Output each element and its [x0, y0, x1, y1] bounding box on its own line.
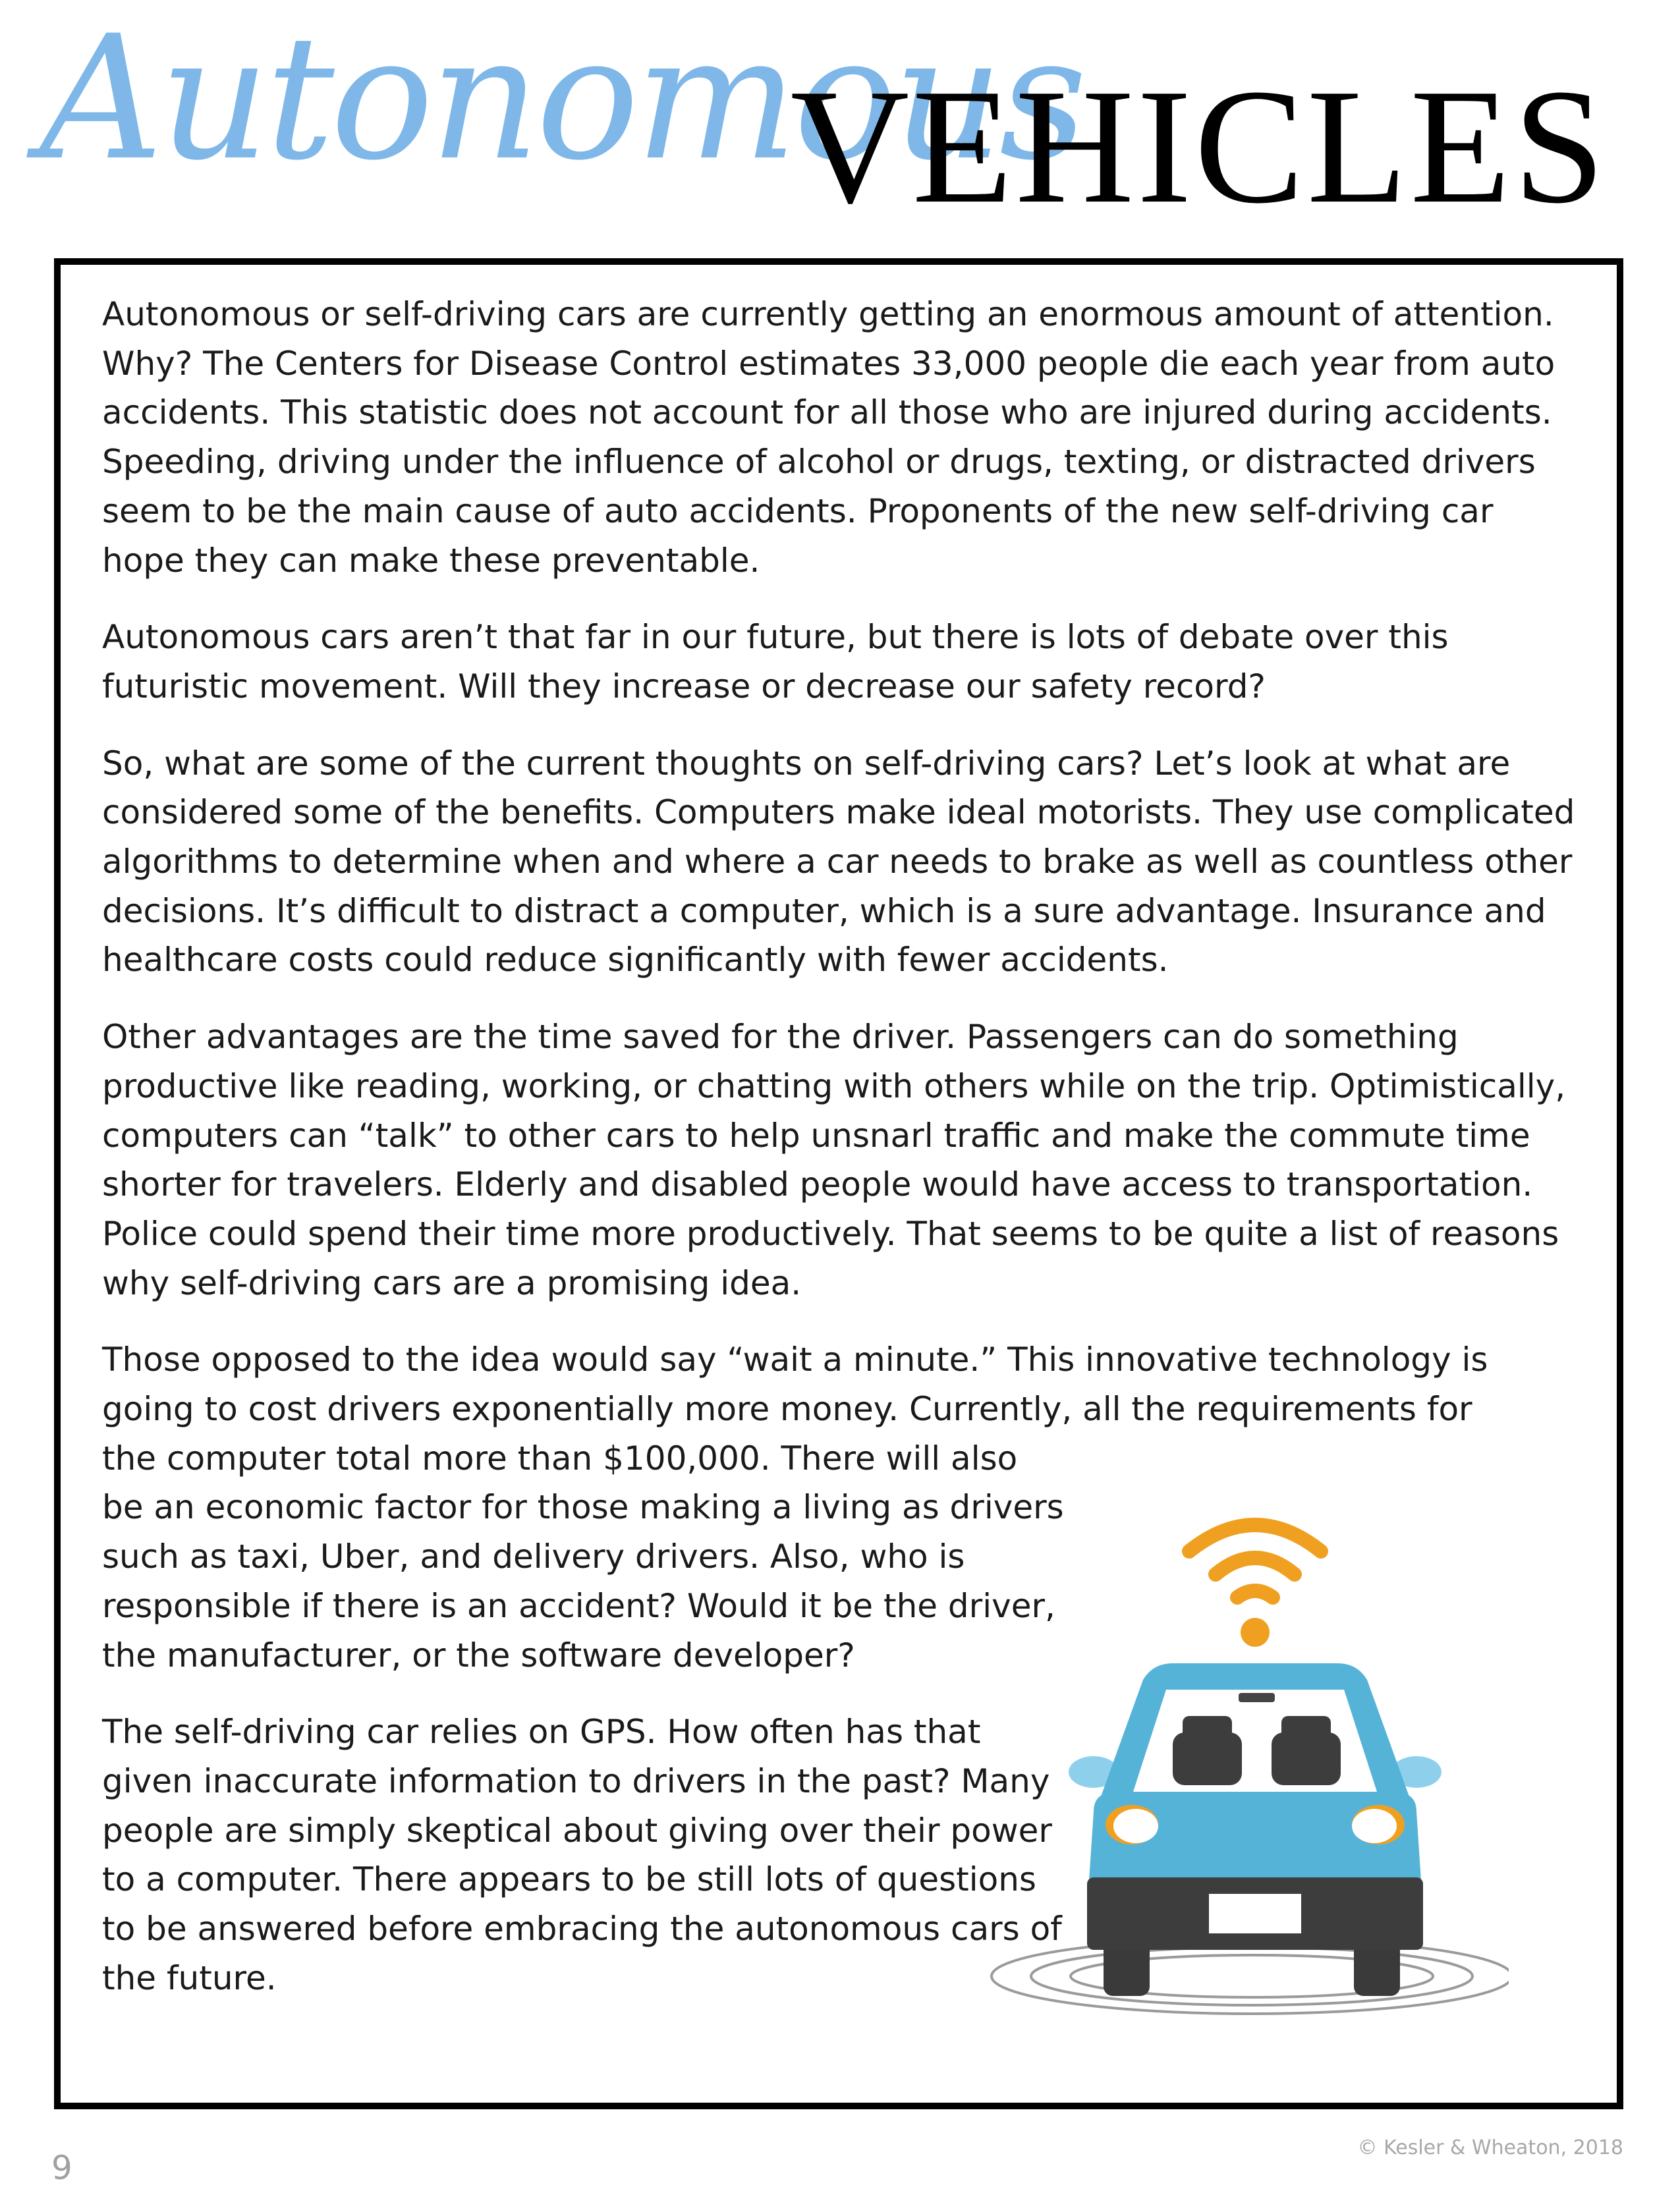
page-number: 9: [51, 2149, 72, 2187]
license-plate: [1209, 1894, 1301, 1933]
signal-dot-icon: [1241, 1618, 1270, 1647]
page-title: VEHICLES: [790, 55, 1608, 238]
wireless-signal-icon: [1189, 1525, 1321, 1597]
radar-rings-icon: [992, 1939, 1509, 2014]
windshield: [1133, 1690, 1377, 1792]
paragraph-debate: Autonomous cars aren’t that far in our future, but there is lots of debate over this futuristic movement. Will they increase or decrease our safety record?: [102, 618, 1449, 706]
paragraph-intro: Autonomous or self-driving cars are currently getting an enormous amount of attention. Why? The Centers for Disease Control estimates 33,000 people die each year from auto accidents. This statistic does not account for all those who are injured during accidents. Speeding, driving under the influence of alcohol or drugs, texting, or distracted drivers seem to be the main cause of auto accidents. Proponents of the new self-driving car hope they can make these preventable.: [102, 295, 1555, 580]
paragraph-opposition-continued: the computer total more than $100,000. There will also be an economic factor for those making a living as drivers such as taxi, Uber, and delivery drivers. Also, who is responsible if there is an accident? Would it be the driver, the manufacturer, or the software developer?: [102, 1439, 1064, 1675]
self-driving-car-illustration: [955, 1515, 1509, 2016]
title-script-word: Autonomous: [40, 0, 1084, 198]
paragraph-benefits: So, what are some of the current thoughts on self-driving cars? Let’s look at what are considered some of the benefits. Computers make ideal motorists. They use complicated algorithms to determine when and where a car needs to brake as well as countless other decisions. It’s difficult to distract a computer, which is a sure advantage. Insurance and healthcare costs could reduce significantly with fewer accidents.: [102, 744, 1575, 980]
paragraph-advantages: Other advantages are the time saved for the driver. Passengers can do something productive like reading, working, or chatting with others while on the trip. Optimistically, computers can “talk” to other cars to help unsnarl traffic and make the commute time shorter for travelers. Elderly and disabled people would have access to transportation. Police could spend their time more productively. That seems to be quite a list of reasons why self-driving cars are a promising idea.: [102, 1018, 1566, 1302]
rearview-mirror: [1239, 1693, 1275, 1702]
paragraph-gps: The self-driving car relies on GPS. How often has that given inaccurate information to drivers in the past? Many people are simply skeptical about giving over their power to a computer. There appears to be still lots of questions to be answered before embracing the autonomous cars of the future.: [102, 1713, 1062, 1997]
copyright-notice: © Kesler & Wheaton, 2018: [1357, 2136, 1623, 2159]
paragraph-opposition: [102, 1335, 1584, 1433]
paragraph-opposition-start: Those opposed to the idea would say “wait a minute.” This innovative technology is going to cost drivers exponentially more money. Currently, all the requirements for: [102, 1341, 1488, 1429]
